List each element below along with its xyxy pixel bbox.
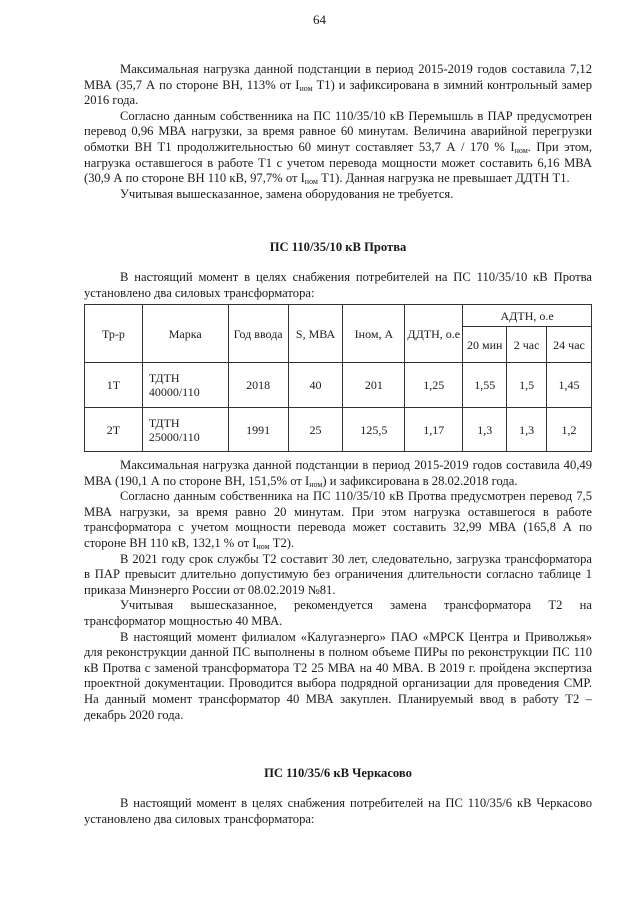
transformer-table-container (84, 304, 592, 452)
header-transformer: Тр-р (85, 305, 143, 363)
paragraph-reconstruction: В настоящий момент филиалом «Калугаэнерго» ПАО «МРСК Центра и Приволжья» для реконструкции данной ПС выполнены в полном объеме ПИРы по реконструкции ПС 110 кВ Протва с заменой трансформатора Т2 25 МВА на 40 МВА. В 2019 г. пройдена экспертиза проектной документации. Проводится выбора подрядной организации для проведения СМР. На данный момент трансформатор 40 МВА закуплен. Планируемый ввод в работу Т2 – декабрь 2020 года. (84, 629, 592, 722)
paragraph-block-2 (84, 458, 592, 723)
cell-adtn-20min: 1,3 (463, 408, 507, 452)
transformer-table (84, 304, 592, 452)
cell-mark: ТДТН 40000/110 (142, 363, 228, 408)
header-adtn-24h: 24 час (547, 327, 592, 363)
paragraph-service-life: В 2021 году срок службы Т2 составит 30 лет, следовательно, загрузка трансформатора в ПАР превысит длительно допустимую без ограничения длительности согласно таблице 1 приказа Минэнерго России от 08.02.2019 №81. (84, 551, 592, 597)
table-row (85, 363, 592, 408)
cell-adtn-24h: 1,45 (547, 363, 592, 408)
paragraph-owner-data-peremyshl: Согласно данным собственника на ПС 110/35/10 кВ Перемышль в ПАР предусмотрен перевод 0,96 МВА нагрузки, за время равное 60 минутам. Величина аварийной перегрузки обмотки ВН Т1 продолжительностью 60 минут составляет 53,7 А / 170 % $I_{ном}$. При этом, нагрузка оставшегося в работе Т1 с учетом перевода мощности может составить 6,16 МВА (30,9 А по стороне ВН 110 кВ, 97,7% от $I_{ном}$ Т1). Данная нагрузка не превышает ДДТН Т1. (84, 108, 592, 187)
header-adtn-2h: 2 час (507, 327, 547, 363)
table-header-row (85, 305, 592, 327)
paragraph-max-load-protva: Максимальная нагрузка данной подстанции в период 2015-2019 годов составила 40,49 МВА (190,1 А по стороне ВН, 151,5% от $I_{ном}$) и зафиксирована в 28.02.2018 года. (84, 458, 592, 489)
header-year: Год ввода (228, 305, 288, 363)
cell-adtn-20min: 1,55 (463, 363, 507, 408)
cell-year: 2018 (228, 363, 288, 408)
header-adtn: АДТН, о.е (463, 305, 592, 327)
cell-transformer: 1Т (85, 363, 143, 408)
paragraph-block-1 (84, 62, 592, 202)
header-ddtn: ДДТН, о.е (405, 305, 463, 363)
paragraph-intro-cherkasovo: В настоящий момент в целях снабжения потребителей на ПС 110/35/6 кВ Черкасово установлено два силовых трансформатора: (84, 796, 592, 826)
header-inom: Iном, А (343, 305, 405, 363)
cell-inom: 201 (343, 363, 405, 408)
cell-ddtn: 1,17 (405, 408, 463, 452)
cell-power: 25 (288, 408, 343, 452)
paragraph-owner-data-protva: Согласно данным собственника на ПС 110/35/10 кВ Протва предусмотрен перевод 7,5 МВА нагрузки, за время равно 20 минутам. При этом нагрузка оставшегося в работе трансформатора с учетом мощности перевода может составить 32,99 МВА (165,8 А по стороне ВН 110 кВ, 132,1 % от $I_{ном}$ Т2). (84, 489, 592, 551)
cell-adtn-2h: 1,5 (507, 363, 547, 408)
cell-ddtn: 1,25 (405, 363, 463, 408)
cell-power: 40 (288, 363, 343, 408)
table-row (85, 408, 592, 452)
section-heading-cherkasovo: ПС 110/35/6 кВ Черкасово (264, 766, 412, 780)
paragraph-conclusion-peremyshl: Учитывая вышесказанное, замена оборудования не требуется. (120, 186, 454, 201)
header-power: S, МВА (288, 305, 343, 363)
paragraph-max-load-peremyshl: Максимальная нагрузка данной подстанции в период 2015-2019 годов составила 7,12 МВА (35,7 А по стороне ВН, 113% от $I_{ном}$ Т1) и зафиксирована в зимний контрольный замер 2016 года. (84, 62, 592, 108)
header-mark: Марка (142, 305, 228, 363)
paragraph-recommendation: Учитывая вышесказанное, рекомендуется замена трансформатора Т2 на трансформатор мощностью 40 МВА. (84, 598, 592, 628)
cell-adtn-2h: 1,3 (507, 408, 547, 452)
page-number: 64 (313, 12, 326, 27)
cell-year: 1991 (228, 408, 288, 452)
section-heading-protva: ПС 110/35/10 кВ Протва (269, 240, 407, 254)
cell-inom: 125,5 (343, 408, 405, 452)
header-adtn-20min: 20 мин (463, 327, 507, 363)
cell-transformer: 2Т (85, 408, 143, 452)
cell-adtn-24h: 1,2 (547, 408, 592, 452)
cell-mark: ТДТН 25000/110 (142, 408, 228, 452)
paragraph-intro-protva: В настоящий момент в целях снабжения потребителей на ПС 110/35/10 кВ Протва установлено два силовых трансформатора: (84, 270, 592, 300)
